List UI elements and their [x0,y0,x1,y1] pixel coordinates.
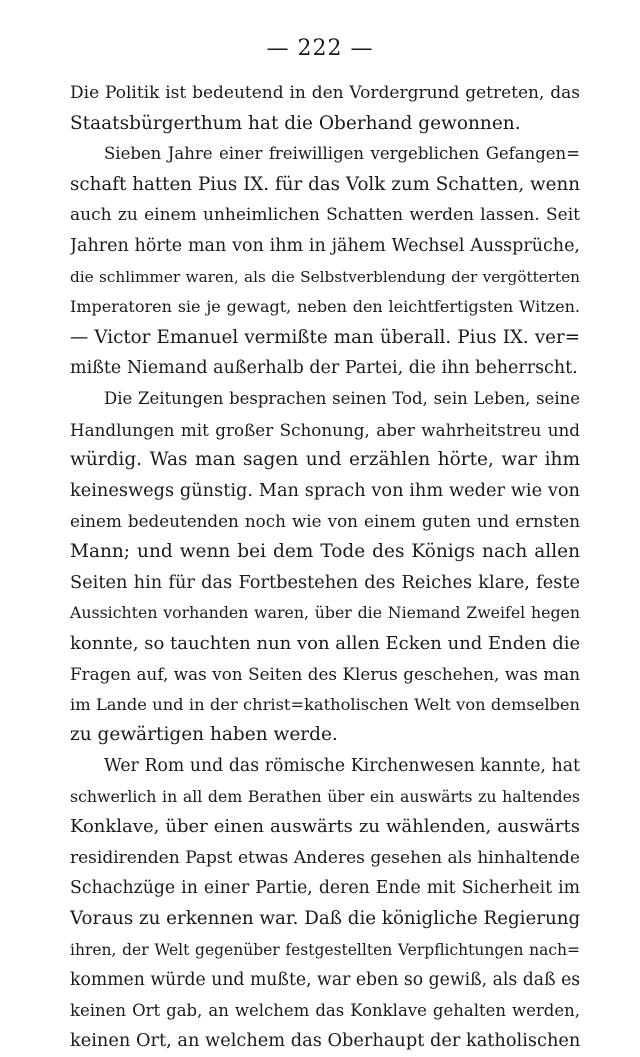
text-line: keinen Ort, an welchem das Oberhaupt der katholischen [70,1031,580,1052]
text-line: kommen würde und mußte, war eben so gewiß, als daß es [70,970,580,991]
text-line: Handlungen mit großer Schonung, aber wahrheitstreu und [70,419,580,440]
text-line: — Victor Emanuel vermißte man überall. Pius IX. ver= [70,326,580,348]
text-line: auch zu einem unheimlichen Schatten werden lassen. Seit [70,205,580,226]
text-line: würdig. Was man sagen und erzählen hörte, war ihm [70,449,580,471]
text-line: zu gewärtigen haben werde. [70,724,338,746]
page-number: — 222 — [266,36,374,61]
text-line: Schachzüge in einer Partie, deren Ende mit Sicherheit im [70,878,580,899]
text-line: schwerlich in all dem Berathen über ein auswärts zu haltendes [70,786,580,806]
text-line: Konklave, über einen auswärts zu wählenden, auswärts [70,816,580,838]
text-line: ihren, der Welt gegenüber festgestellten Verpflichtungen nach= [70,940,580,959]
text-line: einem bedeutenden noch wie von einem guten und ernsten [70,511,580,532]
text-line: residirenden Papst etwas Anderes gesehen als hinhaltende [70,847,580,868]
text-line: Die Zeitungen besprachen seinen Tod, sein Leben, seine [104,388,580,408]
body-text [70,78,580,1057]
text-line: Seiten hin für das Fortbestehen des Reiches klare, feste [70,572,580,593]
text-line: Aussichten vorhanden waren, über die Niemand Zweifel hegen [70,603,580,623]
text-line: Staatsbürgerthum hat die Oberhand gewonnen. [70,112,521,134]
text-line: Jahren hörte man von ihm in jähem Wechsel Aussprüche, [70,235,580,256]
text-line: Mann; und wenn bei dem Tode des Königs nach allen [70,540,580,562]
text-line: Imperatoren sie je gewagt, neben den leichtfertigsten Witzen. [70,297,580,317]
text-line: Die Politik ist bedeutend in den Vordergrund getreten, das [70,83,580,103]
text-line: im Lande und in der christ=katholischen Welt von demselben [70,694,580,714]
text-line: konnte, so tauchten nun von allen Ecken und Enden die [70,632,580,654]
text-line: keinen Ort gab, an welchem das Konklave gehalten werden, [70,1000,580,1020]
text-line: mißte Niemand außerhalb der Partei, die ihn beherrscht. [70,358,578,379]
text-line: keineswegs günstig. Man sprach von ihm weder wie von [70,480,580,501]
text-line: Voraus zu erkennen war. Daß die königliche Regierung [70,908,580,930]
text-line: Wer Rom und das römische Kirchenwesen kannte, hat [104,756,580,777]
text-line: schaft hatten Pius IX. für das Volk zum Schatten, wenn [70,173,580,195]
text-line: die schlimmer waren, als die Selbstverblendung der vergötterten [70,267,580,286]
text-line: Fragen auf, was von Seiten des Klerus geschehen, was man [70,664,580,685]
text-line: Sieben Jahre einer freiwilligen vergeblichen Gefangen= [104,144,580,164]
